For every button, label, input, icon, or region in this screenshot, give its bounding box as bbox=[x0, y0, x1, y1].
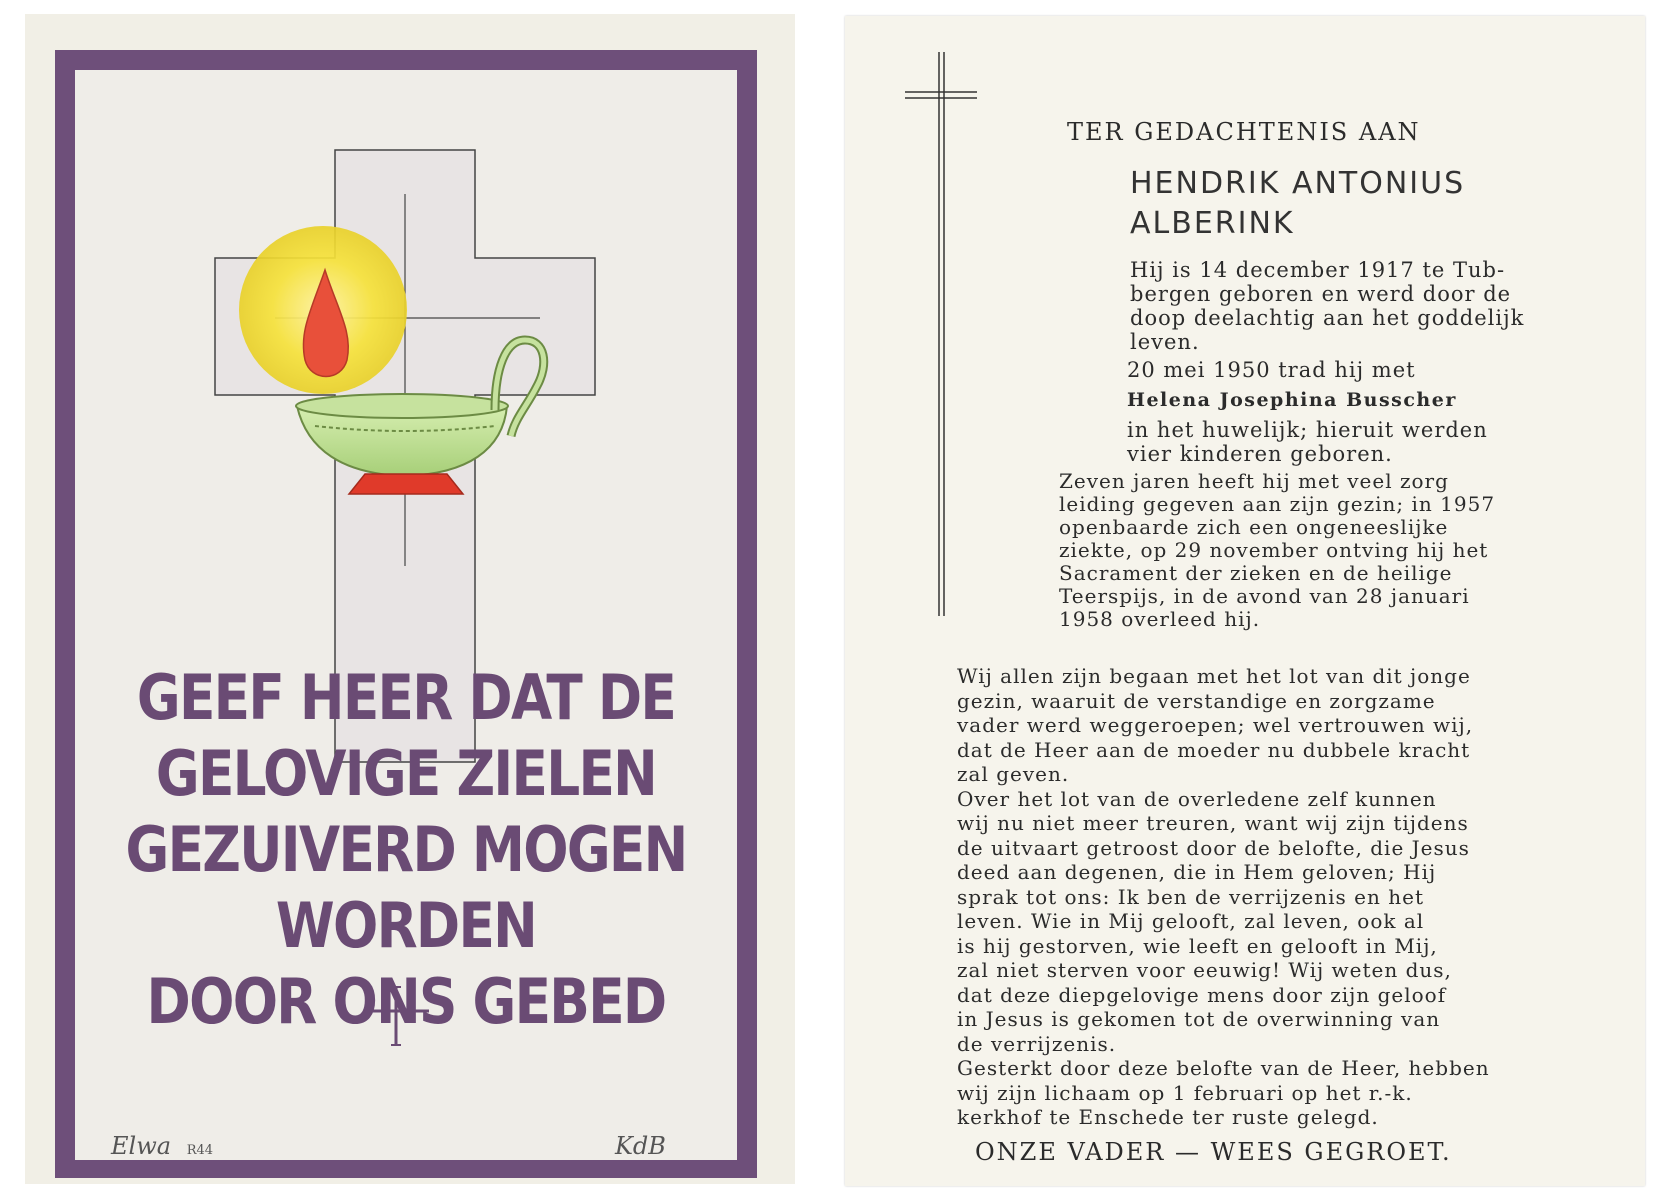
name-line: HENDRIK ANTONIUS bbox=[1130, 166, 1466, 201]
text-line: de uitvaart getroost door de belofte, die Jesus bbox=[957, 835, 1470, 860]
text-line: kerkhof te Enschede ter ruste gelegd. bbox=[957, 1105, 1379, 1129]
text-line: sprak tot ons: Ik ben de verrijzenis en het bbox=[957, 884, 1424, 909]
closing-prayers: ONZE VADER — WEES GEGROET. bbox=[975, 1138, 1452, 1166]
purple-border-frame bbox=[55, 50, 757, 1178]
text-line: gezin, waaruit de verstandige en zorgzame bbox=[957, 688, 1436, 713]
prayer-line: GEZUIVERD MOGEN bbox=[125, 813, 687, 886]
text-line: Teerspijs, in de avond van 28 januari bbox=[1059, 584, 1470, 608]
prayer-line: GELOVIGE ZIELEN bbox=[155, 737, 657, 810]
text-line: Wij allen zijn begaan met het lot van dit jonge bbox=[957, 664, 1471, 688]
spouse-name: Helena Josephina Busscher bbox=[1127, 389, 1457, 411]
birth-paragraph bbox=[1130, 258, 1550, 354]
text-line: wij zijn lichaam op 1 februari op het r.-k. bbox=[957, 1080, 1413, 1105]
prayer-card-back bbox=[845, 16, 1645, 1186]
signature-code: R44 bbox=[186, 1143, 214, 1158]
signature-elwa bbox=[111, 1132, 213, 1160]
prayer-line: GEEF HEER DAT DE bbox=[136, 661, 676, 734]
text-line: wij nu niet meer treuren, want wij zijn tijdens bbox=[957, 811, 1469, 835]
text-line: zal niet sterven voor eeuwig! Wij weten dus, bbox=[957, 958, 1452, 982]
text-line: Zeven jaren heeft hij met veel zorg bbox=[1059, 469, 1449, 493]
prayer-text bbox=[121, 660, 690, 1040]
signature-elwa-text: Elwa bbox=[111, 1132, 172, 1160]
prayer-line: WORDEN bbox=[275, 889, 537, 962]
text-line: in het huwelijk; hieruit werden bbox=[1127, 418, 1488, 442]
text-line: zal geven. bbox=[957, 762, 1070, 786]
oil-lamp-base bbox=[349, 474, 463, 494]
text-line: 1958 overleed hij. bbox=[1059, 607, 1261, 631]
deceased-name bbox=[1130, 164, 1465, 244]
text-line: leiding gegeven aan zijn gezin; in 1957 bbox=[1059, 492, 1496, 516]
text-line: in Jesus is gekomen tot de overwinning van bbox=[957, 1007, 1441, 1031]
text-line: leven. bbox=[1130, 330, 1200, 354]
text-line: dat de Heer aan de moeder nu dubbele kracht bbox=[957, 737, 1471, 762]
text-line: Hij is 14 december 1917 te Tub- bbox=[1130, 258, 1506, 282]
body-paragraph bbox=[957, 664, 1567, 1130]
text-line: bergen geboren en werd door de bbox=[1130, 282, 1512, 306]
text-line: ziekte, op 29 november ontving hij het bbox=[1059, 538, 1489, 562]
text-line: is hij gestorven, wie leeft en gelooft in Mij, bbox=[957, 933, 1438, 958]
marriage-line: 20 mei 1950 trad hij met bbox=[1127, 358, 1416, 382]
signature-kdb: KdB bbox=[615, 1132, 666, 1160]
children-paragraph bbox=[1127, 418, 1557, 466]
thin-cross-icon bbox=[845, 16, 1045, 676]
text-line: Gesterkt door deze belofte van de Heer, hebben bbox=[957, 1056, 1490, 1080]
text-line: vader werd weggeroepen; wel vertrouwen wij, bbox=[957, 713, 1474, 737]
text-line: doop deelachtig aan het goddelijk bbox=[1130, 306, 1525, 330]
text-line: leven. Wie in Mij gelooft, zal leven, ook al bbox=[957, 909, 1425, 933]
memorial-heading: TER GEDACHTENIS AAN bbox=[1067, 118, 1421, 146]
prayer-card-front bbox=[25, 14, 795, 1184]
text-line: de verrijzenis. bbox=[957, 1031, 1117, 1056]
illness-paragraph bbox=[1059, 470, 1559, 631]
text-line: Over het lot van de overledene zelf kunnen bbox=[957, 786, 1437, 811]
text-line: dat deze diepgelovige mens door zijn geloof bbox=[957, 982, 1447, 1007]
name-line: ALBERINK bbox=[1130, 206, 1295, 241]
small-cross-icon bbox=[361, 985, 431, 1047]
text-line: Sacrament der zieken en de heilige bbox=[1059, 561, 1453, 585]
text-line: deed aan degenen, die in Hem geloven; Hij bbox=[957, 860, 1437, 884]
card-front-inner bbox=[75, 70, 737, 1160]
text-line: openbaarde zich een ongeneeslijke bbox=[1059, 515, 1449, 539]
prayer-line: DOOR ONS GEBED bbox=[146, 965, 666, 1038]
text-line: vier kinderen geboren. bbox=[1127, 442, 1393, 466]
